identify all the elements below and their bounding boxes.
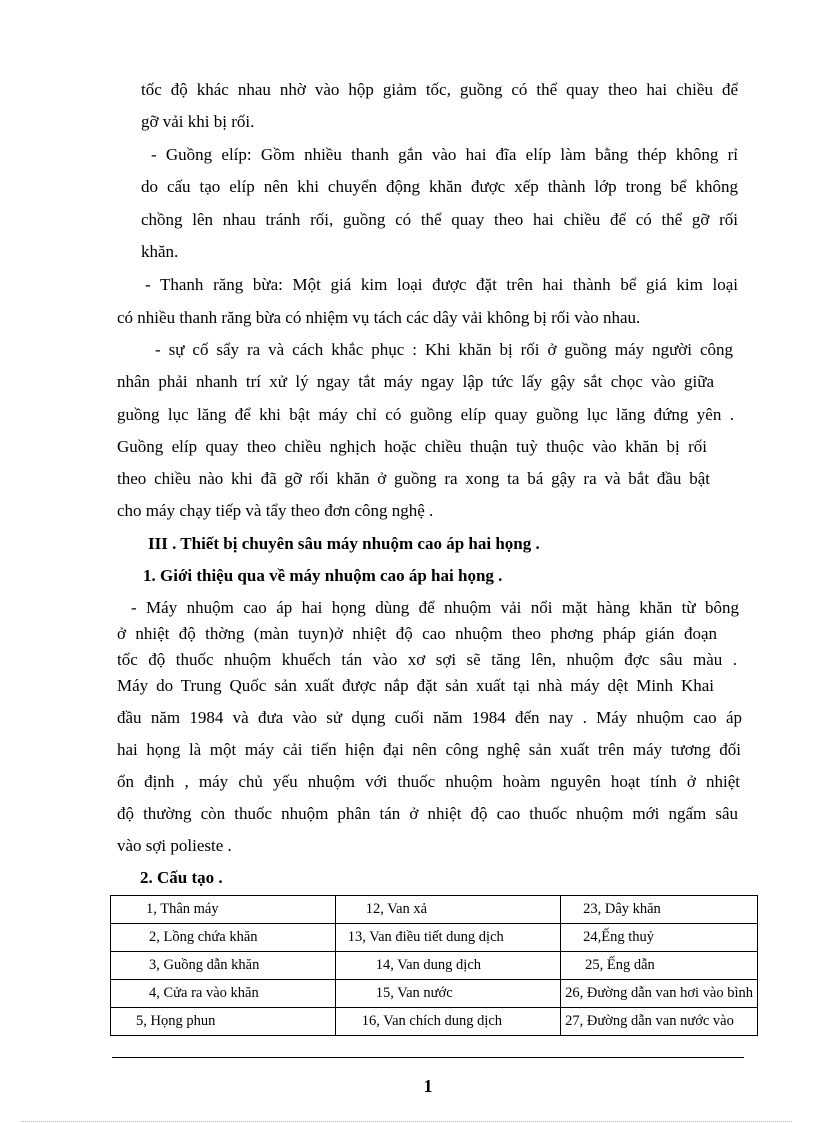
paragraph-line: nhân phải nhanh trí xử lý ngay tắt máy ngay lập tức lấy gậy sắt chọc vào giữa <box>117 372 714 391</box>
paragraph-line: gỡ vải khi bị rối. <box>141 112 255 131</box>
table-row <box>111 980 758 1008</box>
table-row <box>111 924 758 952</box>
paragraph-line: guồng lục lăng để khi bật máy chỉ có guồng elíp quay guồng lục lăng đứng yên . <box>117 405 734 424</box>
paragraph-line: - sự cố sẩy ra và cách khắc phục : Khi khăn bị rối ở guồng máy người công <box>155 340 733 359</box>
paragraph-line: - Thanh răng bừa: Một giá kim loại được đặt trên hai thành bể giá kim loại <box>145 275 738 294</box>
table-cell: 12, Van xả <box>335 896 560 924</box>
table-cell: 26, Đường dẫn van hơi vào bình <box>561 980 758 1008</box>
paragraph-line: Máy do Trung Quốc sản xuất được nắp đặt sản xuất tại nhà máy dệt Minh Khai <box>117 676 714 695</box>
table-row <box>111 896 758 924</box>
table-cell: 5, Họng phun <box>111 1008 336 1036</box>
paragraph-line: hai họng là một máy cải tiến hiện đại nên công nghệ sản xuất trên máy tương đối <box>117 740 741 759</box>
table-cell: 2, Lồng chứa khăn <box>111 924 336 952</box>
table-row <box>111 1008 758 1036</box>
paragraph-line: - Guồng elíp: Gồm nhiều thanh gắn vào hai đĩa elíp làm bằng thép không rỉ <box>151 145 738 164</box>
paragraph-line: - Máy nhuộm cao áp hai họng dùng để nhuộm vải nổi mặt hàng khăn từ bông <box>131 598 739 617</box>
paragraph-line: ổn định , máy chủ yếu nhuộm với thuốc nhuộm hoàm nguyên hoạt tính ở nhiệt <box>117 772 740 791</box>
table-row <box>111 952 758 980</box>
table-cell: 4, Cửa ra vào khăn <box>111 980 336 1008</box>
table-cell: 1, Thân máy <box>111 896 336 924</box>
page-number: 1 <box>423 1076 433 1096</box>
page-bottom-border <box>22 1121 792 1122</box>
table-cell: 24,Ếng thuỷ <box>561 924 758 952</box>
parts-table <box>110 895 758 1036</box>
subsection-heading: 1. Giới thiệu qua về máy nhuộm cao áp hai họng . <box>143 566 503 585</box>
table-cell: 15, Van nước <box>335 980 560 1008</box>
paragraph-line: vào sợi polieste . <box>117 836 232 855</box>
table-cell: 25, Ếng dẫn <box>561 952 758 980</box>
paragraph-line: do cấu tạo elíp nên khi chuyển động khăn được xếp thành lớp trong bể không <box>141 177 738 196</box>
paragraph-line: cho máy chạy tiếp và tẩy theo đơn công nghệ . <box>117 501 434 520</box>
paragraph-line: độ thường còn thuốc nhuộm phân tán ở nhiệt độ cao thuốc nhuộm mới ngấm sâu <box>117 804 738 823</box>
paragraph-line: tốc độ khác nhau nhờ vào hộp giảm tốc, guồng có thể quay theo hai chiều để <box>141 80 738 99</box>
section-heading: III . Thiết bị chuyên sâu máy nhuộm cao áp hai họng . <box>148 534 540 553</box>
paragraph-line: Guồng elíp quay theo chiều nghịch hoặc chiều thuận tuỳ thuộc vào khăn bị rối <box>117 437 707 456</box>
table-cell: 16, Van chích dung dịch <box>335 1008 560 1036</box>
subsection-heading: 2. Cấu tạo . <box>140 868 223 887</box>
table-cell: 27, Đường dẫn van nước vào <box>561 1008 758 1036</box>
table-cell: 3, Guồng dẫn khăn <box>111 952 336 980</box>
paragraph-line: tốc độ thuốc nhuộm khuếch tán vào xơ sợi sẽ tăng lên, nhuộm đợc sâu màu . <box>117 650 737 669</box>
paragraph-line: theo chiều nào khi đã gỡ rối khăn ở guồng ra xong ta bá gậy ra và bắt đầu bật <box>117 469 710 488</box>
paragraph-line: ở nhiệt độ thờng (màn tuyn)ở nhiệt độ cao nhuộm theo phơng pháp gián đoạn <box>117 624 717 643</box>
paragraph-line: khăn. <box>141 242 179 261</box>
paragraph-line: đầu năm 1984 và đưa vào sử dụng cuối năm 1984 đến nay . Máy nhuộm cao áp <box>117 708 742 727</box>
paragraph-line: chồng lên nhau tránh rối, guồng có thể quay theo hai chiều để có thể gỡ rối <box>141 210 738 229</box>
table-cell: 13, Van điều tiết dung dịch <box>335 924 560 952</box>
paragraph-line: có nhiều thanh răng bừa có nhiệm vụ tách các dây vải không bị rối vào nhau. <box>117 308 641 327</box>
footer-rule <box>112 1057 744 1058</box>
table-cell: 14, Van dung dịch <box>335 952 560 980</box>
table-cell: 23, Dây khăn <box>561 896 758 924</box>
